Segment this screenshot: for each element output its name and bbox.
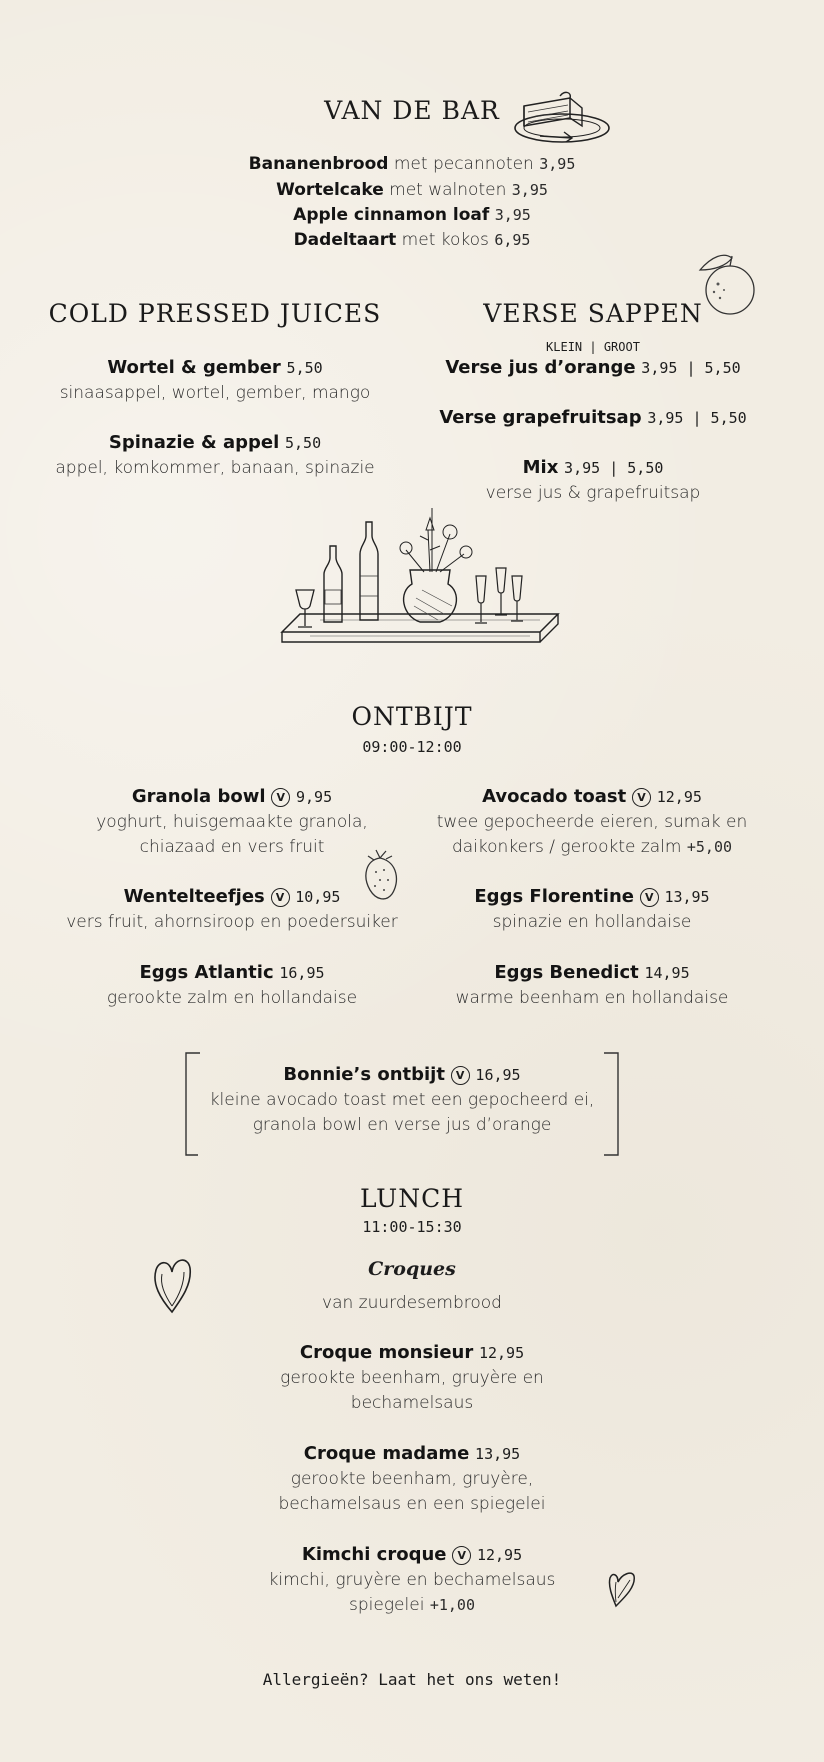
vegetarian-icon: V [632, 788, 651, 807]
lunch-item: Croque monsieur 12,95 gerookte beenham, gruyère en bechamelsaus [280, 1342, 544, 1413]
croques-subtitle: Croques [368, 1258, 456, 1280]
ontbijt-title: ONTBIJT [351, 702, 473, 731]
verse-item: Mix 3,95 | 5,50 verse jus & grapefruitsap [485, 457, 701, 503]
bar-title: VAN DE BAR [324, 96, 500, 125]
ontbijt-hours: 09:00-12:00 [362, 738, 462, 756]
ontbijt-item: Avocado toast V 12,95 twee gepocheerde eieren, sumak en daikonkers / gerookte zalm +5,00 [436, 786, 748, 857]
allergy-notice: Allergieën? Laat het ons weten! [262, 1670, 562, 1689]
special-item: Bonnie’s ontbijt V 16,95 kleine avocado toast met een gepocheerd ei, granola bowl en verse jus d’orange [209, 1064, 595, 1135]
ontbijt-item: Wentelteefjes V 10,95 vers fruit, ahornsiroop en poedersuiker [66, 886, 398, 932]
cake-icon [512, 92, 612, 148]
vegetarian-icon: V [640, 888, 659, 907]
verse-title: VERSE SAPPEN [483, 299, 703, 328]
verse-item: Verse grapefruitsap 3,95 | 5,50 [439, 407, 747, 428]
cold-item: Wortel & gember 5,50 sinaasappel, wortel, gember, mango [59, 357, 371, 403]
size-label: KLEIN | GROOT [546, 340, 640, 354]
ontbijt-item: Granola bowl V 9,95 yoghurt, huisgemaakte granola, chiazaad en vers fruit [96, 786, 368, 857]
small-heart-icon [606, 1568, 638, 1610]
lunch-item: Croque madame 13,95 gerookte beenham, gruyère, bechamelsaus en een spiegelei [278, 1443, 546, 1514]
cold-title: COLD PRESSED JUICES [48, 299, 382, 328]
lunch-item: Kimchi croque V 12,95 kimchi, gruyère en bechamelsaus spiegelei +1,00 [268, 1544, 556, 1615]
ontbijt-item: Eggs Florentine V 13,95 spinazie en hollandaise [474, 886, 710, 932]
orange-icon [696, 246, 758, 322]
lunch-title: LUNCH [359, 1184, 465, 1213]
vegetarian-icon: V [451, 1066, 470, 1085]
bar-item: Wortelcake met walnoten 3,95 [276, 180, 548, 200]
vegetarian-icon: V [452, 1546, 471, 1565]
vegetarian-icon: V [271, 888, 290, 907]
bar-item: Apple cinnamon loaf 3,95 [293, 205, 531, 225]
croques-subdesc: van zuurdesembrood [322, 1293, 502, 1313]
verse-item: Verse jus d’orange 3,95 | 5,50 [445, 357, 741, 378]
shelf-illustration [280, 510, 560, 655]
bar-item: Dadeltaart met kokos 6,95 [293, 230, 531, 250]
ontbijt-item: Eggs Atlantic 16,95 gerookte zalm en hollandaise [106, 962, 358, 1008]
bar-item: Bananenbrood met pecannoten 3,95 [248, 154, 576, 174]
cold-item: Spinazie & appel 5,50 appel, komkommer, banaan, spinazie [55, 432, 375, 478]
vegetarian-icon: V [271, 788, 290, 807]
ontbijt-item: Eggs Benedict 14,95 warme beenham en hollandaise [455, 962, 729, 1008]
lunch-hours: 11:00-15:30 [362, 1218, 462, 1236]
